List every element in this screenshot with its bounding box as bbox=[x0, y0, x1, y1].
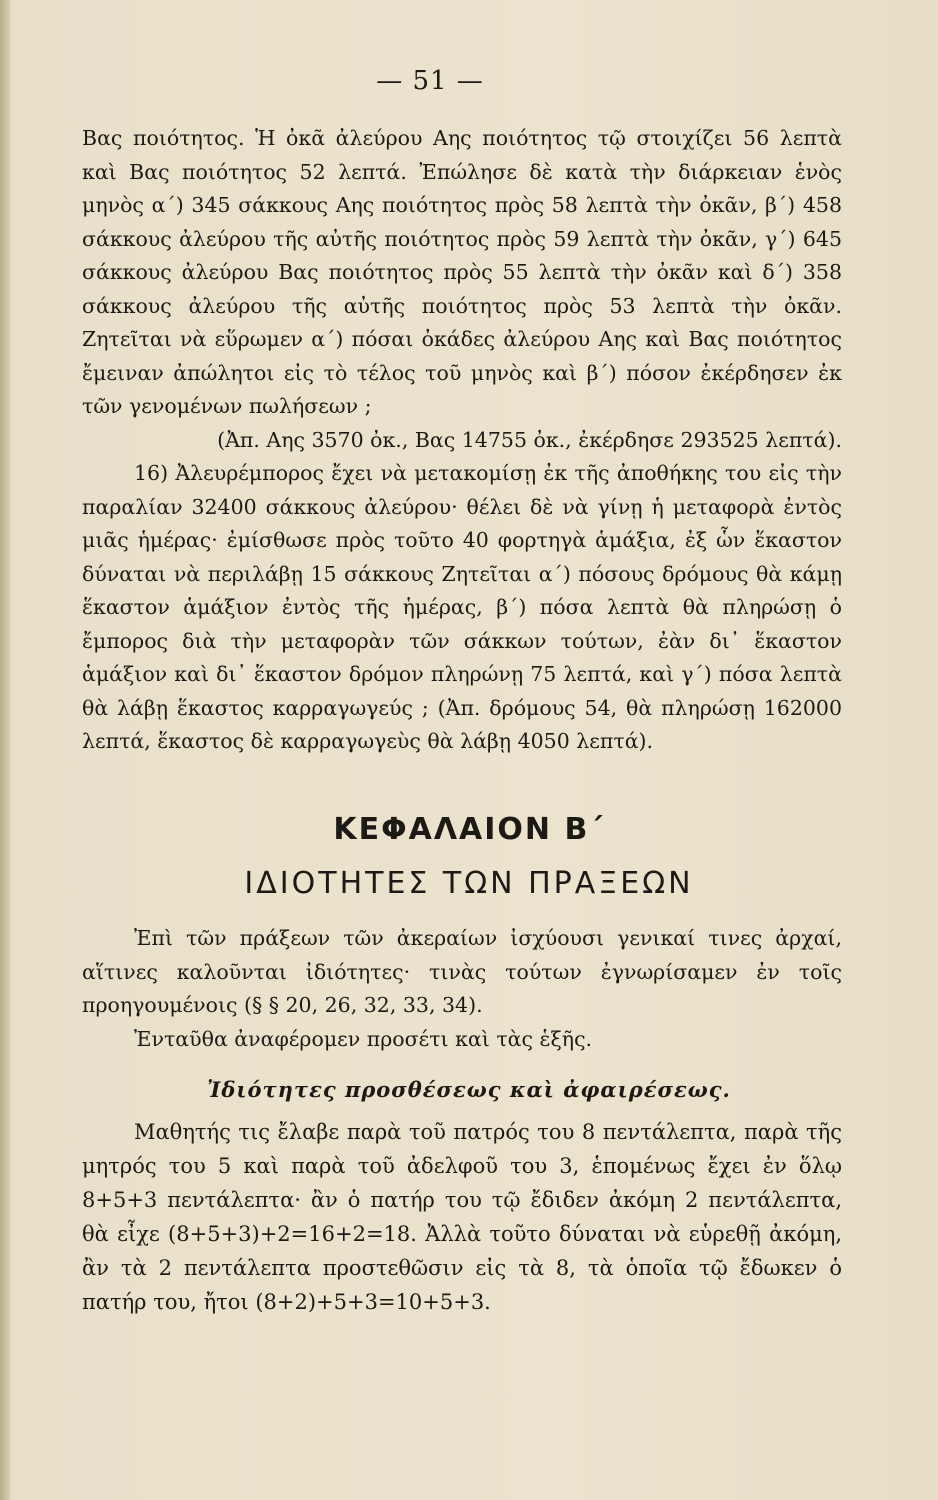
exercise-15-text: Βας ποιότητος. Ἡ ὀκᾶ ἀλεύρου Αης ποιότητος τῷ στοιχίζει 56 λεπτὰ καὶ Βας ποιότητος 52 λεπτά. Ἐπώλησε δὲ κατὰ τὴν διάρκειαν ἑνὸς μηνὸς α΄) 345 σάκκους Αης ποιότητος πρὸς 58 λεπτὰ τὴν ὀκᾶν, β΄) 458 σάκκους ἀλεύρου τῆς αὐτῆς ποιότητος πρὸς 59 λεπτὰ τὴν ὀκᾶν, γ΄) 645 σάκκους ἀλεύρου Βας ποιότητος πρὸς 55 λεπτὰ τὴν ὀκᾶν καὶ δ΄) 358 σάκκους ἀλεύρου τῆς αὐτῆς ποιότητος πρὸς 53 λεπτὰ τὴν ὀκᾶν. Ζητεῖται νὰ εὕρωμεν α΄) πόσαι ὀκάδες ἀλεύρου Αης καὶ Βας ποιότητος ἔμειναν ἀπώλητοι εἰς τὸ τέλος τοῦ μηνὸς καὶ β΄) πόσον ἐκέρδησεν ἐκ τῶν γενομένων πωλήσεων ; bbox=[82, 126, 842, 418]
exercise-15-answer: (Ἀπ. Αης 3570 ὀκ., Βας 14755 ὀκ., ἐκέρδησε 293525 λεπτά). bbox=[217, 427, 842, 452]
section-heading: Ἰδιότητες προσθέσεως καὶ ἀφαιρέσεως. bbox=[207, 1077, 731, 1102]
page-spine-edge bbox=[0, 0, 10, 1500]
page-number: — 51 — bbox=[376, 66, 484, 96]
chapter-title: ΚΕΦΑΛΑΙΟΝ Β΄ bbox=[333, 812, 605, 847]
exercise-16-text: 16) Ἀλευρέμπορος ἔχει νὰ μετακομίσῃ ἐκ τῆς ἀποθήκης του εἰς τὴν παραλίαν 32400 σάκκους ἀλεύρου· θέλει δὲ νὰ γίνῃ ἡ μεταφορὰ ἐντὸς μιᾶς ἡμέρας· ἐμίσθωσε πρὸς τοῦτο 40 φορτηγὰ ἁμάξια, ἐξ ὧν ἕκαστον δύναται νὰ περιλάβῃ 15 σάκκους Ζητεῖται α΄) πόσους δρόμους θὰ κάμῃ ἕκαστον ἁμάξιον ἐντὸς τῆς ἡμέρας, β΄) πόσα λεπτὰ θὰ πληρώσῃ ὁ ἔμπορος διὰ τὴν μεταφορὰν τῶν σάκκων τούτων, ἐὰν δι᾽ ἕκαστον ἁμάξιον καὶ δι᾽ ἕκαστον δρόμον πληρώνῃ 75 λεπτά, καὶ γ΄) πόσα λεπτὰ θὰ λάβῃ ἕκαστος καρραγωγεύς ; (Ἀπ. δρόμους 54, θὰ πληρώσῃ 162000 λεπτά, ἕκαστος δὲ καρραγωγεὺς θὰ λάβῃ 4050 λεπτά). bbox=[82, 461, 842, 753]
intro-paragraph: Ἐπὶ τῶν πράξεων τῶν ἀκεραίων ἰσχύουσι γενικαί τινες ἀρχαί, αἵτινες καλοῦνται ἰδιότητες· τινὰς τούτων ἐγνωρίσαμεν ἐν τοῖς προηγουμένοις (§ § 20, 26, 32, 33, 34). bbox=[82, 926, 842, 1017]
intro-followup: Ἐνταῦθα ἀναφέρομεν προσέτι καὶ τὰς ἑξῆς. bbox=[134, 1026, 593, 1051]
chapter-subtitle: ΙΔΙΟΤΗΤΕΣ ΤΩΝ ΠΡΑΞΕΩΝ bbox=[244, 866, 694, 901]
exercise-block bbox=[82, 122, 842, 759]
example-paragraph: Μαθητής τις ἔλαβε παρὰ τοῦ πατρός του 8 πεντάλεπτα, παρὰ τῆς μητρός του 5 καὶ παρὰ τοῦ ἀδελφοῦ του 3, ἑπομένως ἔχει ἐν ὅλῳ 8+5+3 πεντάλεπτα· ἂν ὁ πατήρ του τῷ ἔδιδεν ἀκόμη 2 πεντάλεπτα, θὰ εἶχε (8+5+3)+2=16+2=18. Ἀλλὰ τοῦτο δύναται νὰ εὑρεθῇ ἀκόμη, ἂν τὰ 2 πεντάλεπτα προστεθῶσιν εἰς τὰ 8, τὰ ὁποῖα τῷ ἔδωκεν ὁ πατήρ του, ἤτοι (8+2)+5+3=10+5+3. bbox=[82, 1120, 842, 1314]
example-block bbox=[82, 1115, 842, 1319]
intro-block bbox=[82, 922, 842, 1056]
